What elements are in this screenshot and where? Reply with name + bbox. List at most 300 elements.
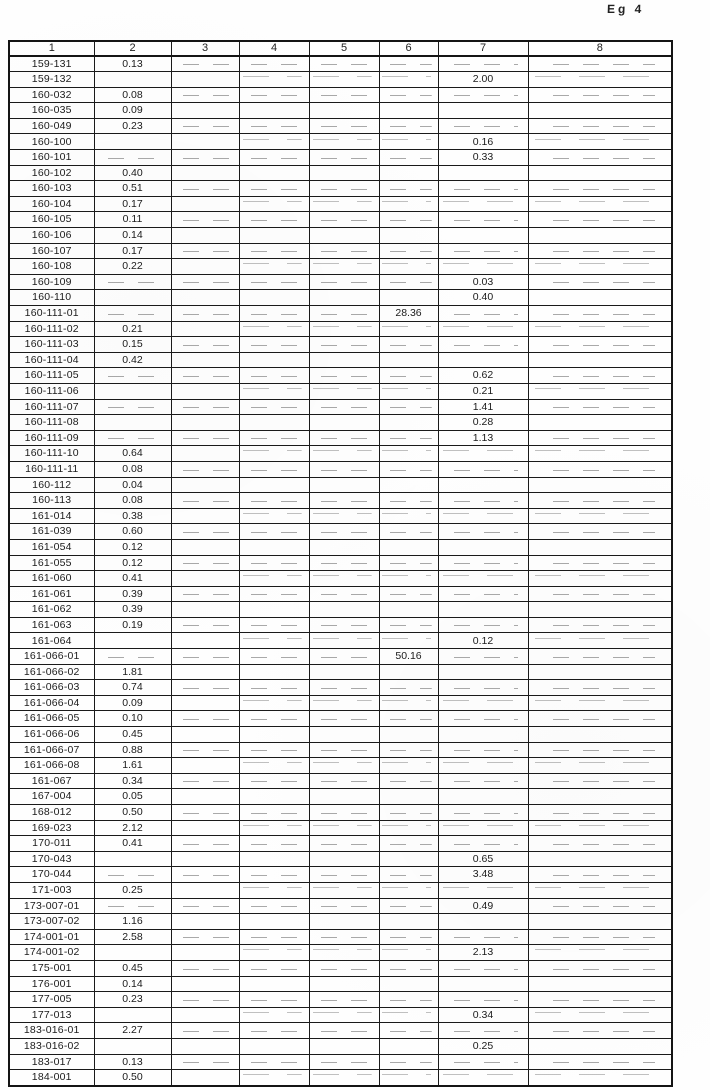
table-row <box>9 867 672 883</box>
value-cell <box>438 929 528 945</box>
value-cell <box>309 383 379 399</box>
value-cell <box>309 212 379 228</box>
value-cell <box>171 1007 239 1023</box>
value-cell <box>171 882 239 898</box>
row-id-cell: 160-112 <box>9 477 94 493</box>
value-cell <box>528 1070 672 1086</box>
table-row <box>9 290 672 306</box>
row-id-cell: 160-106 <box>9 228 94 244</box>
value-cell <box>239 898 309 914</box>
table-row <box>9 992 672 1008</box>
value-cell <box>528 1007 672 1023</box>
value-cell <box>239 882 309 898</box>
value-cell <box>379 352 438 368</box>
row-id-cell: 161-066-01 <box>9 649 94 665</box>
value-cell: 0.25 <box>438 1038 528 1054</box>
value-cell <box>309 649 379 665</box>
row-id-cell: 170-044 <box>9 867 94 883</box>
table-row <box>9 446 672 462</box>
value-cell <box>438 789 528 805</box>
row-id-cell: 160-111-10 <box>9 446 94 462</box>
value-cell <box>239 493 309 509</box>
row-id-cell: 160-105 <box>9 212 94 228</box>
value-cell <box>379 773 438 789</box>
value-cell: 0.38 <box>94 508 171 524</box>
value-cell: 0.12 <box>438 633 528 649</box>
value-cell <box>528 134 672 150</box>
value-cell <box>239 867 309 883</box>
value-cell <box>438 321 528 337</box>
value-cell <box>309 134 379 150</box>
value-cell: 0.42 <box>94 352 171 368</box>
value-cell <box>239 430 309 446</box>
column-header: 8 <box>528 41 672 56</box>
value-cell <box>171 415 239 431</box>
value-cell <box>94 430 171 446</box>
value-cell <box>379 867 438 883</box>
value-cell <box>239 1023 309 1039</box>
row-id-cell: 161-055 <box>9 555 94 571</box>
value-cell <box>528 773 672 789</box>
table-row <box>9 181 672 197</box>
value-cell <box>528 493 672 509</box>
value-cell <box>528 103 672 119</box>
value-cell <box>309 321 379 337</box>
value-cell <box>438 711 528 727</box>
value-cell <box>309 711 379 727</box>
row-id-cell: 184-001 <box>9 1070 94 1086</box>
value-cell <box>309 477 379 493</box>
column-header: 3 <box>171 41 239 56</box>
value-cell <box>309 882 379 898</box>
value-cell <box>309 664 379 680</box>
value-cell <box>438 960 528 976</box>
value-cell <box>171 602 239 618</box>
value-cell <box>309 415 379 431</box>
row-id-cell: 161-061 <box>9 586 94 602</box>
value-cell <box>309 851 379 867</box>
value-cell <box>528 337 672 353</box>
value-cell <box>379 118 438 134</box>
row-id-cell: 161-066-04 <box>9 695 94 711</box>
value-cell <box>309 524 379 540</box>
value-cell <box>528 914 672 930</box>
value-cell <box>239 680 309 696</box>
value-cell <box>379 87 438 103</box>
value-cell <box>171 72 239 88</box>
row-id-cell: 160-113 <box>9 493 94 509</box>
value-cell <box>438 571 528 587</box>
value-cell <box>438 212 528 228</box>
row-id-cell: 160-104 <box>9 196 94 212</box>
value-cell: 0.34 <box>94 773 171 789</box>
value-cell: 0.21 <box>438 383 528 399</box>
value-cell <box>379 274 438 290</box>
value-cell <box>94 1007 171 1023</box>
value-cell <box>438 805 528 821</box>
value-cell <box>528 430 672 446</box>
value-cell <box>438 602 528 618</box>
value-cell <box>239 633 309 649</box>
row-id-cell: 177-013 <box>9 1007 94 1023</box>
value-cell <box>171 992 239 1008</box>
value-cell <box>528 898 672 914</box>
value-cell <box>171 196 239 212</box>
column-header: 6 <box>379 41 438 56</box>
value-cell <box>379 711 438 727</box>
value-cell <box>171 914 239 930</box>
value-cell <box>438 56 528 72</box>
value-cell <box>528 555 672 571</box>
value-cell <box>309 87 379 103</box>
value-cell <box>309 836 379 852</box>
value-cell <box>379 415 438 431</box>
value-cell <box>309 1007 379 1023</box>
value-cell <box>379 290 438 306</box>
value-cell <box>309 976 379 992</box>
value-cell <box>171 976 239 992</box>
value-cell <box>239 321 309 337</box>
value-cell: 0.62 <box>438 368 528 384</box>
value-cell <box>239 820 309 836</box>
value-cell <box>379 555 438 571</box>
value-cell <box>438 1054 528 1070</box>
value-cell <box>94 72 171 88</box>
table-row <box>9 914 672 930</box>
value-cell <box>528 882 672 898</box>
value-cell <box>309 103 379 119</box>
value-cell <box>438 181 528 197</box>
value-cell <box>379 727 438 743</box>
value-cell: 0.11 <box>94 212 171 228</box>
value-cell <box>379 72 438 88</box>
value-cell <box>528 352 672 368</box>
value-cell <box>528 789 672 805</box>
table-row <box>9 758 672 774</box>
value-cell <box>528 321 672 337</box>
value-cell: 0.34 <box>438 1007 528 1023</box>
row-id-cell: 161-067 <box>9 773 94 789</box>
table-row <box>9 56 672 72</box>
value-cell <box>239 1070 309 1086</box>
table-row <box>9 493 672 509</box>
value-cell <box>171 477 239 493</box>
value-cell <box>438 773 528 789</box>
value-cell: 0.14 <box>94 976 171 992</box>
value-cell <box>438 680 528 696</box>
value-cell <box>171 539 239 555</box>
value-cell: 2.00 <box>438 72 528 88</box>
row-id-cell: 160-035 <box>9 103 94 119</box>
value-cell <box>94 633 171 649</box>
value-cell: 0.12 <box>94 539 171 555</box>
row-id-cell: 170-043 <box>9 851 94 867</box>
value-cell <box>239 461 309 477</box>
value-cell <box>379 882 438 898</box>
value-cell <box>379 150 438 166</box>
value-cell: 0.28 <box>438 415 528 431</box>
table-row <box>9 165 672 181</box>
value-cell <box>379 524 438 540</box>
value-cell: 0.17 <box>94 196 171 212</box>
value-cell <box>379 259 438 275</box>
value-cell: 0.23 <box>94 992 171 1008</box>
value-cell <box>438 103 528 119</box>
value-cell <box>528 649 672 665</box>
value-cell <box>528 243 672 259</box>
value-cell <box>171 805 239 821</box>
value-cell <box>239 274 309 290</box>
table-row <box>9 945 672 961</box>
value-cell <box>171 1070 239 1086</box>
value-cell <box>171 274 239 290</box>
value-cell <box>379 929 438 945</box>
value-cell <box>438 914 528 930</box>
data-table <box>8 40 673 1087</box>
table-row <box>9 306 672 322</box>
table-row <box>9 118 672 134</box>
value-cell <box>379 368 438 384</box>
table-row <box>9 150 672 166</box>
value-cell <box>438 695 528 711</box>
value-cell <box>528 524 672 540</box>
value-cell <box>171 680 239 696</box>
value-cell <box>379 602 438 618</box>
value-cell <box>171 259 239 275</box>
row-id-cell: 160-111-01 <box>9 306 94 322</box>
value-cell: 3.48 <box>438 867 528 883</box>
table-row <box>9 72 672 88</box>
table-row <box>9 742 672 758</box>
table-row <box>9 243 672 259</box>
value-cell <box>171 695 239 711</box>
value-cell <box>528 539 672 555</box>
row-id-cell: 161-062 <box>9 602 94 618</box>
row-id-cell: 161-066-07 <box>9 742 94 758</box>
value-cell <box>379 805 438 821</box>
value-cell <box>309 228 379 244</box>
value-cell <box>379 945 438 961</box>
value-cell <box>309 337 379 353</box>
table-row <box>9 805 672 821</box>
value-cell <box>171 352 239 368</box>
value-cell <box>171 56 239 72</box>
value-cell <box>309 1054 379 1070</box>
value-cell <box>171 851 239 867</box>
value-cell <box>239 399 309 415</box>
value-cell <box>438 196 528 212</box>
value-cell <box>379 196 438 212</box>
value-cell <box>239 789 309 805</box>
row-id-cell: 160-108 <box>9 259 94 275</box>
table-row <box>9 664 672 680</box>
value-cell <box>171 571 239 587</box>
value-cell <box>309 555 379 571</box>
table-row <box>9 571 672 587</box>
table-row <box>9 430 672 446</box>
value-cell <box>171 711 239 727</box>
value-cell <box>309 695 379 711</box>
table-row <box>9 321 672 337</box>
value-cell <box>379 134 438 150</box>
value-cell <box>379 383 438 399</box>
value-cell <box>239 103 309 119</box>
row-id-cell: 175-001 <box>9 960 94 976</box>
value-cell <box>438 742 528 758</box>
value-cell <box>94 898 171 914</box>
table-row <box>9 1023 672 1039</box>
value-cell <box>379 1038 438 1054</box>
column-header: 5 <box>309 41 379 56</box>
value-cell <box>528 992 672 1008</box>
row-id-cell: 161-014 <box>9 508 94 524</box>
value-cell <box>528 602 672 618</box>
value-cell <box>309 259 379 275</box>
row-id-cell: 161-066-03 <box>9 680 94 696</box>
table-row <box>9 649 672 665</box>
row-id-cell: 174-001-02 <box>9 945 94 961</box>
value-cell <box>239 945 309 961</box>
value-cell <box>309 617 379 633</box>
row-id-cell: 160-103 <box>9 181 94 197</box>
value-cell <box>379 477 438 493</box>
value-cell <box>239 196 309 212</box>
column-header: 1 <box>9 41 94 56</box>
value-cell <box>309 306 379 322</box>
value-cell: 0.74 <box>94 680 171 696</box>
value-cell <box>438 165 528 181</box>
table-row <box>9 882 672 898</box>
value-cell <box>438 1070 528 1086</box>
row-id-cell: 160-032 <box>9 87 94 103</box>
row-id-cell: 160-107 <box>9 243 94 259</box>
value-cell: 0.23 <box>94 118 171 134</box>
value-cell <box>528 383 672 399</box>
value-cell: 0.64 <box>94 446 171 462</box>
value-cell <box>239 352 309 368</box>
value-cell <box>528 960 672 976</box>
value-cell <box>438 555 528 571</box>
value-cell <box>528 72 672 88</box>
value-cell <box>239 836 309 852</box>
table-row <box>9 103 672 119</box>
value-cell <box>94 945 171 961</box>
value-cell: 0.40 <box>94 165 171 181</box>
value-cell: 2.27 <box>94 1023 171 1039</box>
value-cell <box>379 243 438 259</box>
value-cell <box>379 1054 438 1070</box>
value-cell <box>309 399 379 415</box>
table-row <box>9 337 672 353</box>
value-cell: 0.51 <box>94 181 171 197</box>
value-cell <box>379 508 438 524</box>
table-row <box>9 929 672 945</box>
row-id-cell: 161-064 <box>9 633 94 649</box>
value-cell <box>528 945 672 961</box>
table-row <box>9 602 672 618</box>
row-id-cell: 160-100 <box>9 134 94 150</box>
value-cell <box>309 758 379 774</box>
row-id-cell: 160-111-04 <box>9 352 94 368</box>
value-cell <box>239 87 309 103</box>
row-id-cell: 160-111-07 <box>9 399 94 415</box>
value-cell <box>171 103 239 119</box>
value-cell <box>171 212 239 228</box>
value-cell <box>239 602 309 618</box>
table-row <box>9 727 672 743</box>
value-cell <box>379 571 438 587</box>
value-cell <box>171 430 239 446</box>
value-cell <box>309 352 379 368</box>
value-cell <box>171 945 239 961</box>
row-id-cell: 160-101 <box>9 150 94 166</box>
value-cell <box>171 633 239 649</box>
value-cell: 0.16 <box>438 134 528 150</box>
value-cell <box>528 446 672 462</box>
value-cell <box>309 742 379 758</box>
row-id-cell: 161-054 <box>9 539 94 555</box>
value-cell <box>379 758 438 774</box>
table-row <box>9 820 672 836</box>
value-cell <box>438 87 528 103</box>
value-cell: 1.16 <box>94 914 171 930</box>
value-cell <box>239 524 309 540</box>
value-cell <box>528 150 672 166</box>
value-cell <box>309 633 379 649</box>
value-cell <box>379 337 438 353</box>
value-cell <box>309 867 379 883</box>
value-cell <box>438 727 528 743</box>
row-id-cell: 161-066-05 <box>9 711 94 727</box>
value-cell: 0.08 <box>94 87 171 103</box>
value-cell <box>379 228 438 244</box>
value-cell <box>171 150 239 166</box>
value-cell <box>239 586 309 602</box>
value-cell <box>309 586 379 602</box>
row-id-cell: 160-111-03 <box>9 337 94 353</box>
value-cell <box>528 212 672 228</box>
value-cell <box>239 290 309 306</box>
value-cell <box>438 539 528 555</box>
row-id-cell: 160-111-08 <box>9 415 94 431</box>
value-cell <box>171 1038 239 1054</box>
table-body <box>9 56 672 1086</box>
value-cell <box>438 243 528 259</box>
value-cell: 0.13 <box>94 1054 171 1070</box>
value-cell <box>379 633 438 649</box>
value-cell: 0.08 <box>94 493 171 509</box>
value-cell <box>171 586 239 602</box>
table-row <box>9 399 672 415</box>
value-cell: 50.16 <box>379 649 438 665</box>
value-cell <box>309 56 379 72</box>
value-cell: 1.13 <box>438 430 528 446</box>
value-cell <box>309 72 379 88</box>
value-cell <box>309 602 379 618</box>
value-cell <box>438 617 528 633</box>
value-cell <box>309 992 379 1008</box>
value-cell <box>171 243 239 259</box>
value-cell <box>438 820 528 836</box>
table-row <box>9 711 672 727</box>
value-cell <box>528 196 672 212</box>
table-row <box>9 960 672 976</box>
value-cell <box>171 508 239 524</box>
row-id-cell: 183-016-02 <box>9 1038 94 1054</box>
value-cell <box>438 446 528 462</box>
value-cell <box>239 368 309 384</box>
value-cell <box>239 758 309 774</box>
